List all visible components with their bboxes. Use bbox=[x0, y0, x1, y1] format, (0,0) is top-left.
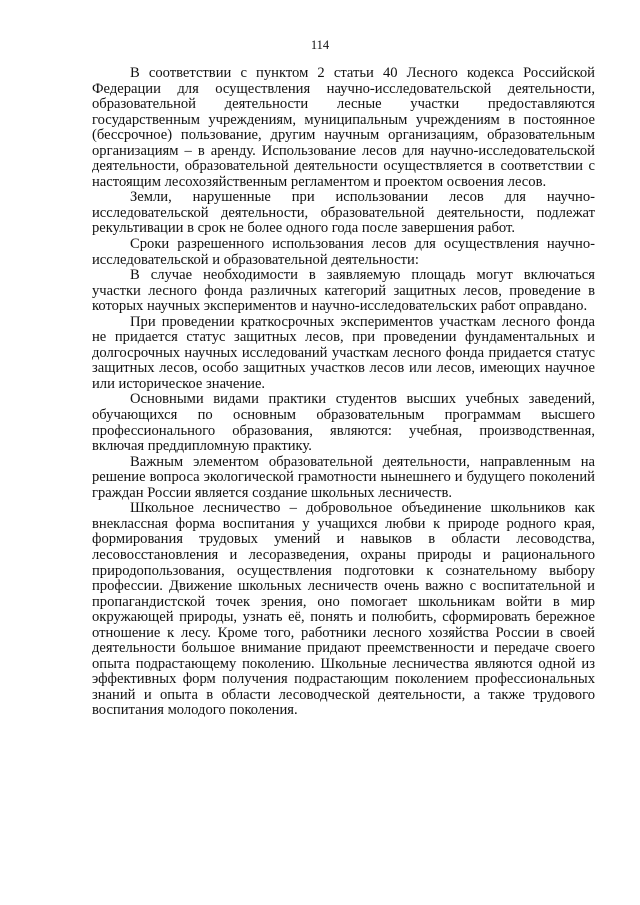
paragraph: Сроки разрешенного использования лесов для осуществления научно-исследовательской и образовательной деятельности: bbox=[92, 236, 595, 268]
paragraph: Важным элементом образовательной деятельности, направленным на решение вопроса экологической грамотности нынешнего и будущего поколений граждан России является создание школьных лесничеств. bbox=[92, 453, 595, 501]
body-text bbox=[92, 66, 595, 719]
page-number: 114 bbox=[310, 38, 330, 52]
paragraph: В соответствии с пунктом 2 статьи 40 Лесного кодекса Российской Федерации для осуществления научно-исследовательской деятельности, образовательной деятельности лесные участки предоставляются государственным учреждениям, муниципальным учреждениям в постоянное (бессрочное) пользование, другим научным организациям, образовательным организациям – в аренду. Использование лесов для научно-исследовательской деятельности, образовательной деятельности осуществляется в соответствии с настоящим лесохозяйственным регламентом и проектом освоения лесов. bbox=[92, 65, 595, 190]
paragraph: При проведении краткосрочных экспериментов участкам лесного фонда не придается статус защитных лесов, при проведении фундаментальных и долгосрочных научных исследований участкам лесного фонда придается статус защитных лесов, особо защитных участков лесов или лесов, имеющих научное или историческое значение. bbox=[92, 313, 595, 392]
paragraph: Школьное лесничество – добровольное объединение школьников как внеклассная форма воспитания у учащихся любви к природе родного края, формирования трудовых умений и навыков в области лесоводства, лесовосстановления и лесоразведения, охраны природы и рационального природопользования, осуществления подготовки к сознательному выбору профессии. Движение школьных лесничеств очень важно с воспитательной и пропагандистской точек зрения, оно помогает школьникам войти в мир окружающей природы, узнать её, понять и полюбить, сформировать бережное отношение к лесу. Кроме того, работники лесного хозяйства России в своей деятельности большое внимание придают преемственности и передаче своего опыта подрастающему поколению. Школьные лесничества являются одной из эффективных форм получения подрастающим поколением профессиональных знаний и опыта в области лесоводческой деятельности, а также трудового воспитания молодого поколения. bbox=[92, 500, 595, 719]
paragraph: Земли, нарушенные при использовании лесов для научно-исследовательской деятельности, образовательной деятельности, подлежат рекультивации в срок не более одного года после завершения работ. bbox=[92, 189, 595, 237]
paragraph: В случае необходимости в заявляемую площадь могут включаться участки лесного фонда различных категорий защитных лесов, проведение в которых научных экспериментов и научно-исследовательских работ оправдано. bbox=[92, 267, 595, 315]
paragraph: Основными видами практики студентов высших учебных заведений, обучающихся по основным образовательным программам высшего профессионального образования, являются: учебная, производственная, включая преддипломную практику. bbox=[92, 391, 595, 455]
